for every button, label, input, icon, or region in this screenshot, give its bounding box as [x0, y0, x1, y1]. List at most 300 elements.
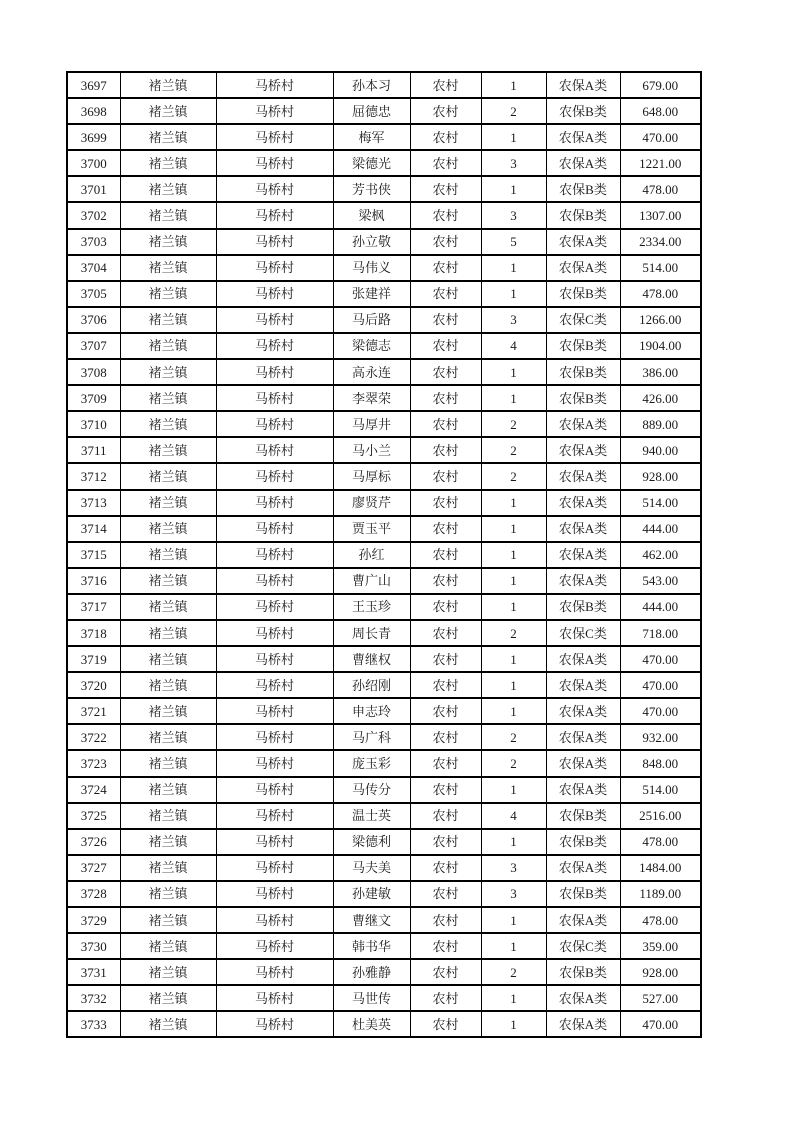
table-row: [67, 620, 701, 646]
amount-cell: 478.00: [620, 829, 701, 855]
serial-cell: 3726: [67, 829, 120, 855]
amount-cell: 932.00: [620, 724, 701, 750]
village-cell: 马桥村: [216, 463, 333, 489]
serial-cell: 3712: [67, 463, 120, 489]
town-cell: 褚兰镇: [120, 124, 216, 150]
category-cell: 农保A类: [546, 463, 620, 489]
name-cell: 廖贤芹: [333, 490, 410, 516]
village-cell: 马桥村: [216, 881, 333, 907]
category-cell: 农保C类: [546, 933, 620, 959]
table-row: [67, 176, 701, 202]
category-cell: 农保C类: [546, 620, 620, 646]
residence-cell: 农村: [410, 333, 481, 359]
category-cell: 农保A类: [546, 672, 620, 698]
table-row: [67, 1011, 701, 1037]
name-cell: 梁德光: [333, 150, 410, 176]
count-cell: 1: [481, 124, 546, 150]
amount-cell: 514.00: [620, 255, 701, 281]
town-cell: 褚兰镇: [120, 150, 216, 176]
table-row: [67, 933, 701, 959]
table-row: [67, 490, 701, 516]
name-cell: 曹继权: [333, 646, 410, 672]
serial-cell: 3713: [67, 490, 120, 516]
village-cell: 马桥村: [216, 281, 333, 307]
name-cell: 贾玉平: [333, 516, 410, 542]
serial-cell: 3700: [67, 150, 120, 176]
name-cell: 芳书侠: [333, 176, 410, 202]
town-cell: 褚兰镇: [120, 333, 216, 359]
count-cell: 1: [481, 568, 546, 594]
residence-cell: 农村: [410, 881, 481, 907]
count-cell: 1: [481, 516, 546, 542]
amount-cell: 889.00: [620, 411, 701, 437]
count-cell: 1: [481, 777, 546, 803]
village-cell: 马桥村: [216, 516, 333, 542]
residence-cell: 农村: [410, 385, 481, 411]
town-cell: 褚兰镇: [120, 985, 216, 1011]
serial-cell: 3721: [67, 698, 120, 724]
serial-cell: 3707: [67, 333, 120, 359]
residence-cell: 农村: [410, 229, 481, 255]
serial-cell: 3725: [67, 803, 120, 829]
town-cell: 褚兰镇: [120, 359, 216, 385]
name-cell: 马后路: [333, 307, 410, 333]
village-cell: 马桥村: [216, 803, 333, 829]
town-cell: 褚兰镇: [120, 672, 216, 698]
town-cell: 褚兰镇: [120, 803, 216, 829]
serial-cell: 3732: [67, 985, 120, 1011]
category-cell: 农保A类: [546, 777, 620, 803]
table-row: [67, 281, 701, 307]
amount-cell: 462.00: [620, 542, 701, 568]
town-cell: 褚兰镇: [120, 516, 216, 542]
serial-cell: 3730: [67, 933, 120, 959]
village-cell: 马桥村: [216, 490, 333, 516]
amount-cell: 527.00: [620, 985, 701, 1011]
residence-cell: 农村: [410, 959, 481, 985]
amount-cell: 1189.00: [620, 881, 701, 907]
residence-cell: 农村: [410, 620, 481, 646]
amount-cell: 1904.00: [620, 333, 701, 359]
town-cell: 褚兰镇: [120, 620, 216, 646]
town-cell: 褚兰镇: [120, 255, 216, 281]
serial-cell: 3704: [67, 255, 120, 281]
category-cell: 农保A类: [546, 724, 620, 750]
count-cell: 1: [481, 255, 546, 281]
count-cell: 1: [481, 829, 546, 855]
amount-cell: 1221.00: [620, 150, 701, 176]
town-cell: 褚兰镇: [120, 281, 216, 307]
category-cell: 农保C类: [546, 307, 620, 333]
town-cell: 褚兰镇: [120, 568, 216, 594]
table-row: [67, 463, 701, 489]
name-cell: 孙本习: [333, 72, 410, 98]
table-row: [67, 985, 701, 1011]
village-cell: 马桥村: [216, 359, 333, 385]
serial-cell: 3699: [67, 124, 120, 150]
count-cell: 3: [481, 855, 546, 881]
category-cell: 农保B类: [546, 359, 620, 385]
village-cell: 马桥村: [216, 542, 333, 568]
amount-cell: 470.00: [620, 1011, 701, 1037]
residence-cell: 农村: [410, 672, 481, 698]
category-cell: 农保B类: [546, 98, 620, 124]
town-cell: 褚兰镇: [120, 411, 216, 437]
amount-cell: 359.00: [620, 933, 701, 959]
name-cell: 高永连: [333, 359, 410, 385]
table-body: [67, 72, 701, 1037]
name-cell: 王玉珍: [333, 594, 410, 620]
name-cell: 马小兰: [333, 437, 410, 463]
pension-roster-table: [66, 71, 702, 1038]
name-cell: 申志玲: [333, 698, 410, 724]
category-cell: 农保B类: [546, 385, 620, 411]
count-cell: 1: [481, 672, 546, 698]
category-cell: 农保A类: [546, 72, 620, 98]
count-cell: 3: [481, 150, 546, 176]
name-cell: 杜美英: [333, 1011, 410, 1037]
amount-cell: 444.00: [620, 516, 701, 542]
town-cell: 褚兰镇: [120, 750, 216, 776]
category-cell: 农保A类: [546, 437, 620, 463]
count-cell: 2: [481, 620, 546, 646]
residence-cell: 农村: [410, 542, 481, 568]
town-cell: 褚兰镇: [120, 907, 216, 933]
serial-cell: 3709: [67, 385, 120, 411]
count-cell: 3: [481, 307, 546, 333]
name-cell: 孙建敏: [333, 881, 410, 907]
village-cell: 马桥村: [216, 437, 333, 463]
town-cell: 褚兰镇: [120, 202, 216, 228]
category-cell: 农保B类: [546, 881, 620, 907]
category-cell: 农保B类: [546, 333, 620, 359]
amount-cell: 386.00: [620, 359, 701, 385]
table-row: [67, 202, 701, 228]
amount-cell: 478.00: [620, 176, 701, 202]
category-cell: 农保A类: [546, 124, 620, 150]
village-cell: 马桥村: [216, 150, 333, 176]
village-cell: 马桥村: [216, 568, 333, 594]
residence-cell: 农村: [410, 646, 481, 672]
count-cell: 3: [481, 881, 546, 907]
count-cell: 2: [481, 437, 546, 463]
town-cell: 褚兰镇: [120, 959, 216, 985]
serial-cell: 3702: [67, 202, 120, 228]
count-cell: 1: [481, 281, 546, 307]
name-cell: 马世传: [333, 985, 410, 1011]
village-cell: 马桥村: [216, 202, 333, 228]
serial-cell: 3716: [67, 568, 120, 594]
village-cell: 马桥村: [216, 724, 333, 750]
town-cell: 褚兰镇: [120, 594, 216, 620]
category-cell: 农保B类: [546, 281, 620, 307]
table-row: [67, 307, 701, 333]
category-cell: 农保A类: [546, 411, 620, 437]
table-row: [67, 229, 701, 255]
town-cell: 褚兰镇: [120, 490, 216, 516]
table-row: [67, 72, 701, 98]
town-cell: 褚兰镇: [120, 98, 216, 124]
amount-cell: 543.00: [620, 568, 701, 594]
serial-cell: 3705: [67, 281, 120, 307]
table-row: [67, 698, 701, 724]
village-cell: 马桥村: [216, 385, 333, 411]
amount-cell: 718.00: [620, 620, 701, 646]
residence-cell: 农村: [410, 803, 481, 829]
serial-cell: 3708: [67, 359, 120, 385]
town-cell: 褚兰镇: [120, 542, 216, 568]
amount-cell: 648.00: [620, 98, 701, 124]
residence-cell: 农村: [410, 437, 481, 463]
category-cell: 农保A类: [546, 646, 620, 672]
name-cell: 张建祥: [333, 281, 410, 307]
table-row: [67, 150, 701, 176]
name-cell: 孙绍刚: [333, 672, 410, 698]
name-cell: 孙雅静: [333, 959, 410, 985]
amount-cell: 1266.00: [620, 307, 701, 333]
serial-cell: 3731: [67, 959, 120, 985]
name-cell: 李翠荣: [333, 385, 410, 411]
residence-cell: 农村: [410, 829, 481, 855]
serial-cell: 3715: [67, 542, 120, 568]
amount-cell: 514.00: [620, 490, 701, 516]
town-cell: 褚兰镇: [120, 829, 216, 855]
village-cell: 马桥村: [216, 124, 333, 150]
category-cell: 农保A类: [546, 229, 620, 255]
count-cell: 2: [481, 724, 546, 750]
residence-cell: 农村: [410, 568, 481, 594]
town-cell: 褚兰镇: [120, 437, 216, 463]
count-cell: 5: [481, 229, 546, 255]
table-row: [67, 959, 701, 985]
residence-cell: 农村: [410, 698, 481, 724]
amount-cell: 848.00: [620, 750, 701, 776]
town-cell: 褚兰镇: [120, 1011, 216, 1037]
category-cell: 农保A类: [546, 568, 620, 594]
count-cell: 1: [481, 542, 546, 568]
serial-cell: 3733: [67, 1011, 120, 1037]
serial-cell: 3728: [67, 881, 120, 907]
serial-cell: 3719: [67, 646, 120, 672]
serial-cell: 3711: [67, 437, 120, 463]
count-cell: 2: [481, 98, 546, 124]
category-cell: 农保B类: [546, 202, 620, 228]
category-cell: 农保B类: [546, 829, 620, 855]
town-cell: 褚兰镇: [120, 646, 216, 672]
serial-cell: 3697: [67, 72, 120, 98]
count-cell: 1: [481, 1011, 546, 1037]
serial-cell: 3703: [67, 229, 120, 255]
serial-cell: 3714: [67, 516, 120, 542]
village-cell: 马桥村: [216, 777, 333, 803]
amount-cell: 470.00: [620, 672, 701, 698]
residence-cell: 农村: [410, 724, 481, 750]
serial-cell: 3720: [67, 672, 120, 698]
table-row: [67, 803, 701, 829]
town-cell: 褚兰镇: [120, 229, 216, 255]
village-cell: 马桥村: [216, 959, 333, 985]
name-cell: 曹广山: [333, 568, 410, 594]
count-cell: 1: [481, 985, 546, 1011]
town-cell: 褚兰镇: [120, 855, 216, 881]
table-row: [67, 255, 701, 281]
town-cell: 褚兰镇: [120, 777, 216, 803]
category-cell: 农保A类: [546, 1011, 620, 1037]
serial-cell: 3724: [67, 777, 120, 803]
village-cell: 马桥村: [216, 985, 333, 1011]
category-cell: 农保A类: [546, 750, 620, 776]
category-cell: 农保B类: [546, 959, 620, 985]
residence-cell: 农村: [410, 594, 481, 620]
category-cell: 农保A类: [546, 855, 620, 881]
count-cell: 1: [481, 490, 546, 516]
name-cell: 马厚井: [333, 411, 410, 437]
name-cell: 马夫美: [333, 855, 410, 881]
village-cell: 马桥村: [216, 229, 333, 255]
count-cell: 1: [481, 646, 546, 672]
name-cell: 孙红: [333, 542, 410, 568]
table-row: [67, 542, 701, 568]
table-row: [67, 750, 701, 776]
count-cell: 4: [481, 333, 546, 359]
amount-cell: 444.00: [620, 594, 701, 620]
amount-cell: 514.00: [620, 777, 701, 803]
count-cell: 1: [481, 594, 546, 620]
residence-cell: 农村: [410, 750, 481, 776]
name-cell: 庞玉彩: [333, 750, 410, 776]
residence-cell: 农村: [410, 359, 481, 385]
name-cell: 马伟义: [333, 255, 410, 281]
table-row: [67, 724, 701, 750]
residence-cell: 农村: [410, 255, 481, 281]
table-row: [67, 594, 701, 620]
village-cell: 马桥村: [216, 255, 333, 281]
residence-cell: 农村: [410, 985, 481, 1011]
name-cell: 梅军: [333, 124, 410, 150]
town-cell: 褚兰镇: [120, 933, 216, 959]
village-cell: 马桥村: [216, 907, 333, 933]
count-cell: 2: [481, 411, 546, 437]
village-cell: 马桥村: [216, 646, 333, 672]
residence-cell: 农村: [410, 463, 481, 489]
serial-cell: 3710: [67, 411, 120, 437]
town-cell: 褚兰镇: [120, 463, 216, 489]
amount-cell: 470.00: [620, 124, 701, 150]
amount-cell: 679.00: [620, 72, 701, 98]
town-cell: 褚兰镇: [120, 176, 216, 202]
town-cell: 褚兰镇: [120, 307, 216, 333]
residence-cell: 农村: [410, 1011, 481, 1037]
category-cell: 农保A类: [546, 490, 620, 516]
name-cell: 梁德志: [333, 333, 410, 359]
village-cell: 马桥村: [216, 594, 333, 620]
table-row: [67, 98, 701, 124]
count-cell: 1: [481, 698, 546, 724]
category-cell: 农保A类: [546, 150, 620, 176]
table-row: [67, 881, 701, 907]
village-cell: 马桥村: [216, 1011, 333, 1037]
serial-cell: 3701: [67, 176, 120, 202]
residence-cell: 农村: [410, 933, 481, 959]
serial-cell: 3698: [67, 98, 120, 124]
name-cell: 曹继文: [333, 907, 410, 933]
table-row: [67, 855, 701, 881]
town-cell: 褚兰镇: [120, 698, 216, 724]
count-cell: 2: [481, 750, 546, 776]
serial-cell: 3718: [67, 620, 120, 646]
name-cell: 梁德利: [333, 829, 410, 855]
table-row: [67, 333, 701, 359]
name-cell: 梁枫: [333, 202, 410, 228]
category-cell: 农保A类: [546, 255, 620, 281]
village-cell: 马桥村: [216, 933, 333, 959]
count-cell: 4: [481, 803, 546, 829]
category-cell: 农保B类: [546, 594, 620, 620]
serial-cell: 3729: [67, 907, 120, 933]
residence-cell: 农村: [410, 150, 481, 176]
table-row: [67, 359, 701, 385]
village-cell: 马桥村: [216, 855, 333, 881]
count-cell: 3: [481, 202, 546, 228]
category-cell: 农保A类: [546, 907, 620, 933]
table-row: [67, 646, 701, 672]
count-cell: 2: [481, 463, 546, 489]
village-cell: 马桥村: [216, 72, 333, 98]
category-cell: 农保B类: [546, 803, 620, 829]
residence-cell: 农村: [410, 72, 481, 98]
table-row: [67, 437, 701, 463]
serial-cell: 3717: [67, 594, 120, 620]
table-row: [67, 411, 701, 437]
residence-cell: 农村: [410, 516, 481, 542]
town-cell: 褚兰镇: [120, 724, 216, 750]
amount-cell: 928.00: [620, 463, 701, 489]
village-cell: 马桥村: [216, 411, 333, 437]
village-cell: 马桥村: [216, 698, 333, 724]
amount-cell: 2516.00: [620, 803, 701, 829]
count-cell: 2: [481, 959, 546, 985]
amount-cell: 470.00: [620, 698, 701, 724]
amount-cell: 478.00: [620, 907, 701, 933]
table-row: [67, 777, 701, 803]
amount-cell: 1307.00: [620, 202, 701, 228]
village-cell: 马桥村: [216, 750, 333, 776]
town-cell: 褚兰镇: [120, 385, 216, 411]
village-cell: 马桥村: [216, 829, 333, 855]
serial-cell: 3722: [67, 724, 120, 750]
name-cell: 温士英: [333, 803, 410, 829]
amount-cell: 940.00: [620, 437, 701, 463]
serial-cell: 3706: [67, 307, 120, 333]
name-cell: 马传分: [333, 777, 410, 803]
residence-cell: 农村: [410, 411, 481, 437]
residence-cell: 农村: [410, 855, 481, 881]
village-cell: 马桥村: [216, 333, 333, 359]
name-cell: 周长青: [333, 620, 410, 646]
table-row: [67, 907, 701, 933]
name-cell: 韩书华: [333, 933, 410, 959]
table-row: [67, 672, 701, 698]
count-cell: 1: [481, 907, 546, 933]
residence-cell: 农村: [410, 281, 481, 307]
village-cell: 马桥村: [216, 672, 333, 698]
amount-cell: 470.00: [620, 646, 701, 672]
name-cell: 屈德忠: [333, 98, 410, 124]
village-cell: 马桥村: [216, 307, 333, 333]
residence-cell: 农村: [410, 176, 481, 202]
residence-cell: 农村: [410, 907, 481, 933]
table-row: [67, 385, 701, 411]
